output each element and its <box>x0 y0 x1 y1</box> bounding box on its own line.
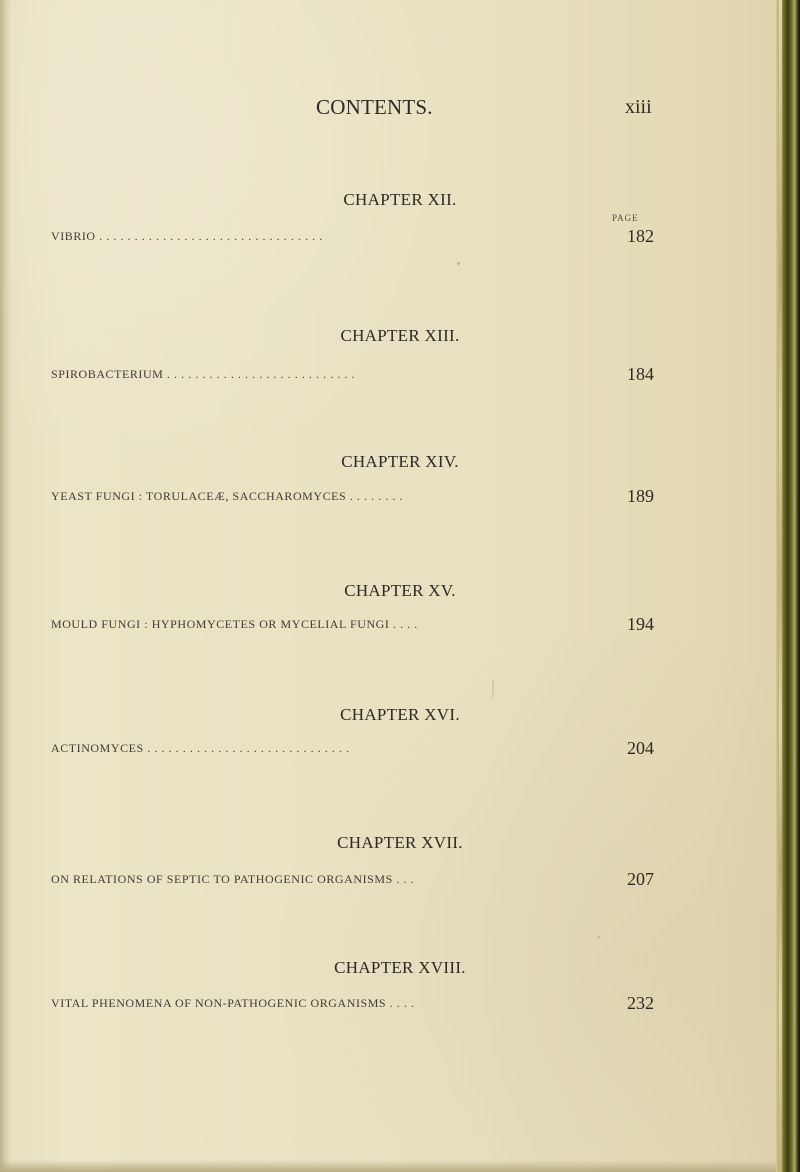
contents-entry-page: 189 <box>627 486 654 506</box>
chapter-heading: CHAPTER XII. <box>343 190 457 209</box>
paper-speck <box>598 936 600 938</box>
contents-entry <box>51 614 654 636</box>
contents-entry-page: 184 <box>627 364 654 384</box>
contents-entry-title: SPIROBACTERIUM . . . . . . . . . . . . . . . . . . . . . . . . . . . <box>51 367 356 381</box>
contents-entry-title: YEAST FUNGI : TORULACEÆ, SACCHAROMYCES . . . . . . . . <box>51 489 404 503</box>
contents-entry-page: 204 <box>627 738 654 758</box>
contents-entry-page: 194 <box>627 614 654 634</box>
paper-speck <box>457 262 460 265</box>
contents-entry-title: VITAL PHENOMENA OF NON-PATHOGENIC ORGANISMS . . . . <box>51 996 415 1010</box>
contents-entry <box>51 869 654 891</box>
chapter-heading: CHAPTER XVIII. <box>334 958 466 977</box>
contents-entry-title: ON RELATIONS OF SEPTIC TO PATHOGENIC ORGANISMS . . . <box>51 872 415 886</box>
contents-entry-page: 232 <box>627 993 654 1013</box>
contents-entry <box>51 364 654 386</box>
running-header-page-number: xiii <box>625 96 652 118</box>
contents-entry-page: 207 <box>627 869 654 889</box>
contents-entry <box>51 226 654 248</box>
chapter-heading: CHAPTER XV. <box>344 581 456 600</box>
contents-entry <box>51 738 654 760</box>
contents-entry <box>51 993 654 1015</box>
page-column-label: PAGE <box>612 213 639 223</box>
paper-mark <box>492 680 494 698</box>
contents-entry-title: MOULD FUNGI : HYPHOMYCETES OR MYCELIAL FUNGI . . . . <box>51 617 418 631</box>
page-bottom-edge <box>0 1160 780 1172</box>
contents-entry-title: VIBRIO . . . . . . . . . . . . . . . . . . . . . . . . . . . . . . . . <box>51 229 323 243</box>
chapter-heading: CHAPTER XVI. <box>340 705 460 724</box>
chapter-heading: CHAPTER XVII. <box>337 833 463 852</box>
chapter-heading: CHAPTER XIII. <box>340 326 460 345</box>
running-header <box>316 95 656 125</box>
contents-entry-title: ACTINOMYCES . . . . . . . . . . . . . . . . . . . . . . . . . . . . . <box>51 741 350 755</box>
contents-entry-page: 182 <box>627 226 654 246</box>
running-header-title: CONTENTS. <box>316 95 433 119</box>
chapter-heading: CHAPTER XIV. <box>341 452 459 471</box>
contents-entry <box>51 486 654 508</box>
